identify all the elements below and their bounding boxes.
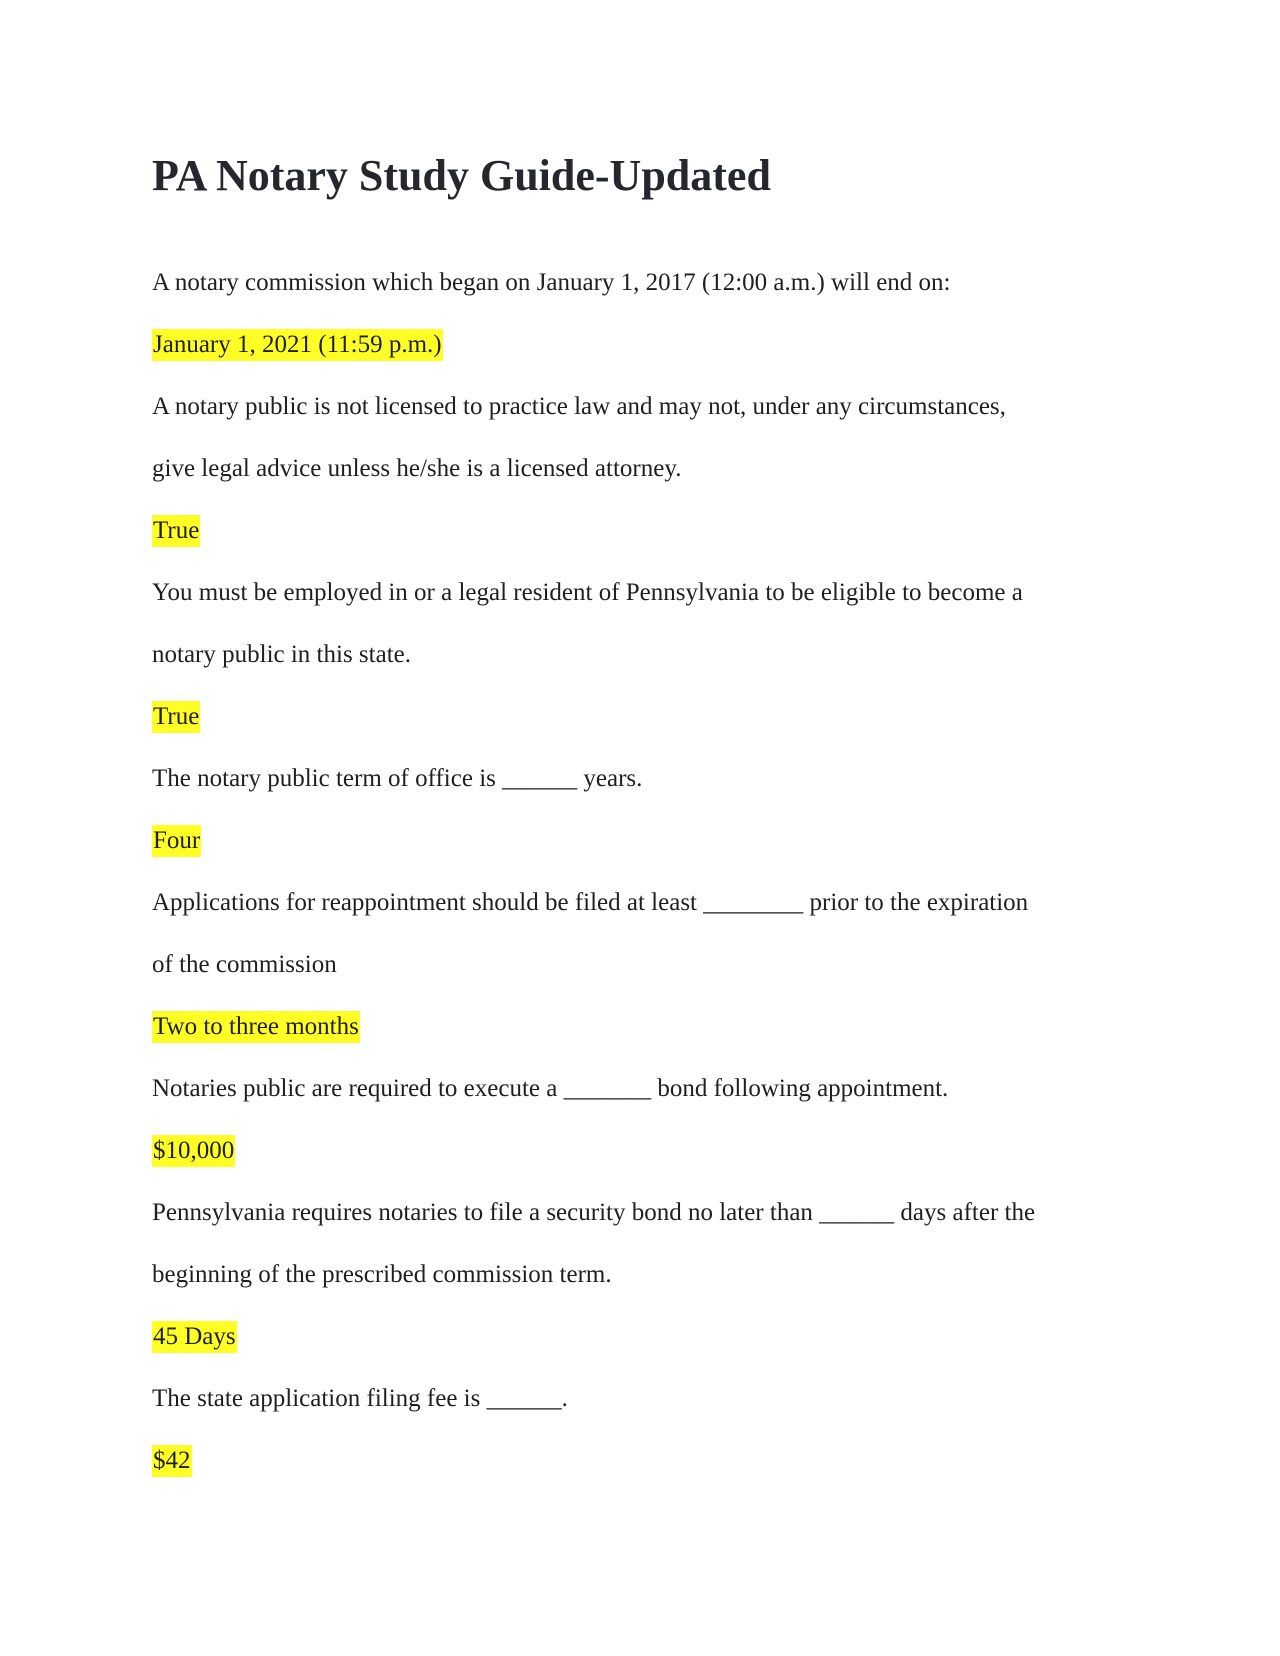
question-text: Pennsylvania requires notaries to file a security bond no later than ______ days after the [152, 1199, 1036, 1226]
answer [152, 1430, 1132, 1492]
answer [152, 996, 1132, 1058]
answer [152, 500, 1132, 562]
answer-highlight: True [152, 701, 200, 733]
answer-highlight: Two to three months [152, 1011, 360, 1043]
answer-highlight: $42 [152, 1445, 192, 1477]
question-text: Notaries public are required to execute a _______ bond following appointment. [152, 1075, 949, 1102]
question-text: give legal advice unless he/she is a licensed attorney. [152, 455, 682, 482]
question-text: of the commission [152, 951, 337, 978]
question-text: A notary commission which began on January 1, 2017 (12:00 a.m.) will end on: [152, 269, 951, 296]
question-text: You must be employed in or a legal resident of Pennsylvania to be eligible to become a [152, 579, 1023, 606]
question-text: The notary public term of office is ______ years. [152, 765, 643, 792]
answer [152, 686, 1132, 748]
question-text: notary public in this state. [152, 641, 411, 668]
answer-highlight: True [152, 515, 200, 547]
answer-highlight: $10,000 [152, 1135, 235, 1167]
study-guide-list [152, 252, 1132, 1492]
answer-highlight: Four [152, 825, 201, 857]
answer-highlight: January 1, 2021 (11:59 p.m.) [152, 329, 443, 361]
answer [152, 1306, 1132, 1368]
answer [152, 314, 1132, 376]
question-text: A notary public is not licensed to practice law and may not, under any circumstances, [152, 393, 1006, 420]
page-title: PA Notary Study Guide-Updated [152, 151, 771, 200]
answer [152, 810, 1132, 872]
answer [152, 1120, 1132, 1182]
question-text: Applications for reappointment should be filed at least ________ prior to the expiration [152, 889, 1029, 916]
answer-highlight: 45 Days [152, 1321, 237, 1353]
question-text: The state application filing fee is ______. [152, 1385, 568, 1412]
question-text: beginning of the prescribed commission term. [152, 1261, 612, 1288]
